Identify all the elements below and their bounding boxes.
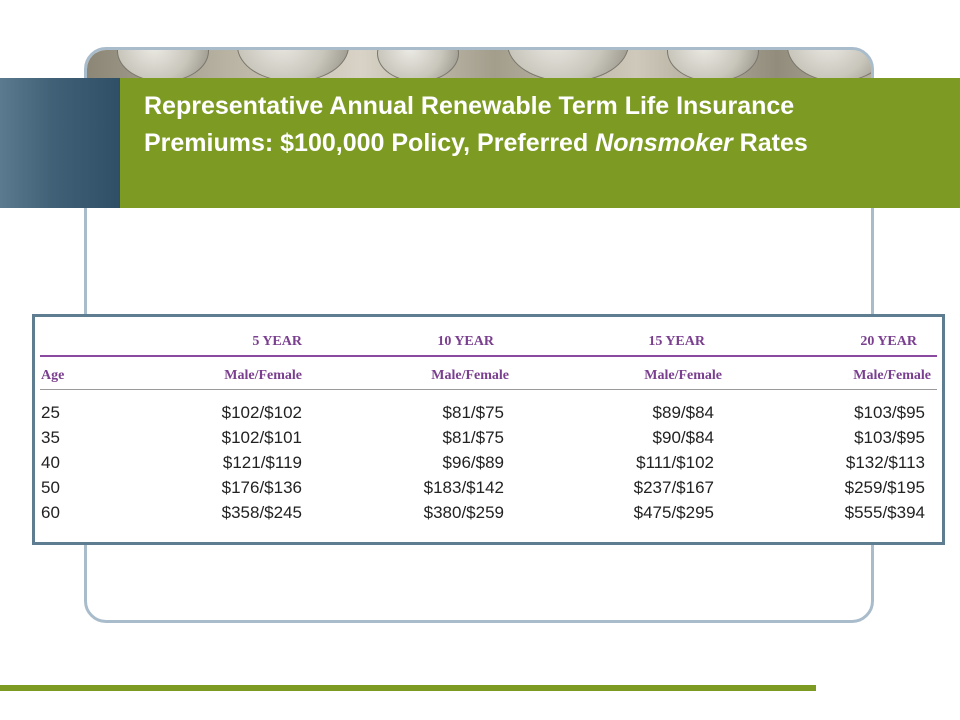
premium-cell: $96/$89 [442,453,504,472]
premium-cell: $81/$75 [442,403,504,422]
premium-cell: $102/$102 [221,403,302,422]
title-italic-word: Nonsmoker [595,129,733,157]
title-text: Representative Annual Renewable Term Life Insurance Premiums: $100,000 Policy, Preferred [144,92,795,157]
premium-cell: $121/$119 [222,453,302,472]
table-row [35,478,942,503]
premium-cell: $475/$295 [633,503,714,522]
premium-cell: $81/$75 [442,428,504,447]
side-accent-block [0,78,120,208]
premium-cell: $132/$113 [845,453,925,472]
premium-cell: $111/$102 [636,453,714,472]
premium-cell: $176/$136 [221,478,302,497]
premium-cell: $555/$394 [844,503,925,522]
premium-cell: $90/$84 [652,428,714,447]
premium-cell: $103/$95 [854,403,925,422]
slide-title [144,88,844,162]
premium-table [32,314,945,545]
premium-cell: $102/$101 [221,428,302,447]
table-row [35,428,942,453]
gender-subheader: Male/Female [853,368,931,383]
age-cell: 60 [41,503,60,522]
premium-cell: $237/$167 [633,478,714,497]
subheader-divider [40,389,937,390]
title-text-end: Rates [732,129,808,157]
coin-image [507,47,629,82]
age-cell: 35 [41,428,60,447]
gender-subheader: Male/Female [644,368,722,383]
coin-image [787,47,874,82]
coin-image [667,47,759,82]
coin-image [377,47,459,82]
bottom-accent-rule [0,685,816,691]
table-row [35,453,942,478]
coin-image [237,47,349,82]
column-header-10-year: 10 YEAR [437,334,494,349]
premium-cell: $259/$195 [844,478,925,497]
premium-cell: $183/$142 [423,478,504,497]
age-cell: 40 [41,453,60,472]
table-row [35,403,942,428]
column-header-15-year: 15 YEAR [648,334,705,349]
age-cell: 25 [41,403,60,422]
age-cell: 50 [41,478,60,497]
gender-subheader: Male/Female [431,368,509,383]
gender-subheader: Male/Female [224,368,302,383]
table-row [35,503,942,528]
coin-image [117,47,209,82]
header-divider [40,355,937,357]
premium-cell: $103/$95 [854,428,925,447]
age-header: Age [41,368,65,383]
premium-cell: $380/$259 [423,503,504,522]
column-header-20-year: 20 YEAR [860,334,917,349]
premium-cell: $358/$245 [221,503,302,522]
premium-cell: $89/$84 [652,403,714,422]
column-header-5-year: 5 YEAR [252,334,302,349]
